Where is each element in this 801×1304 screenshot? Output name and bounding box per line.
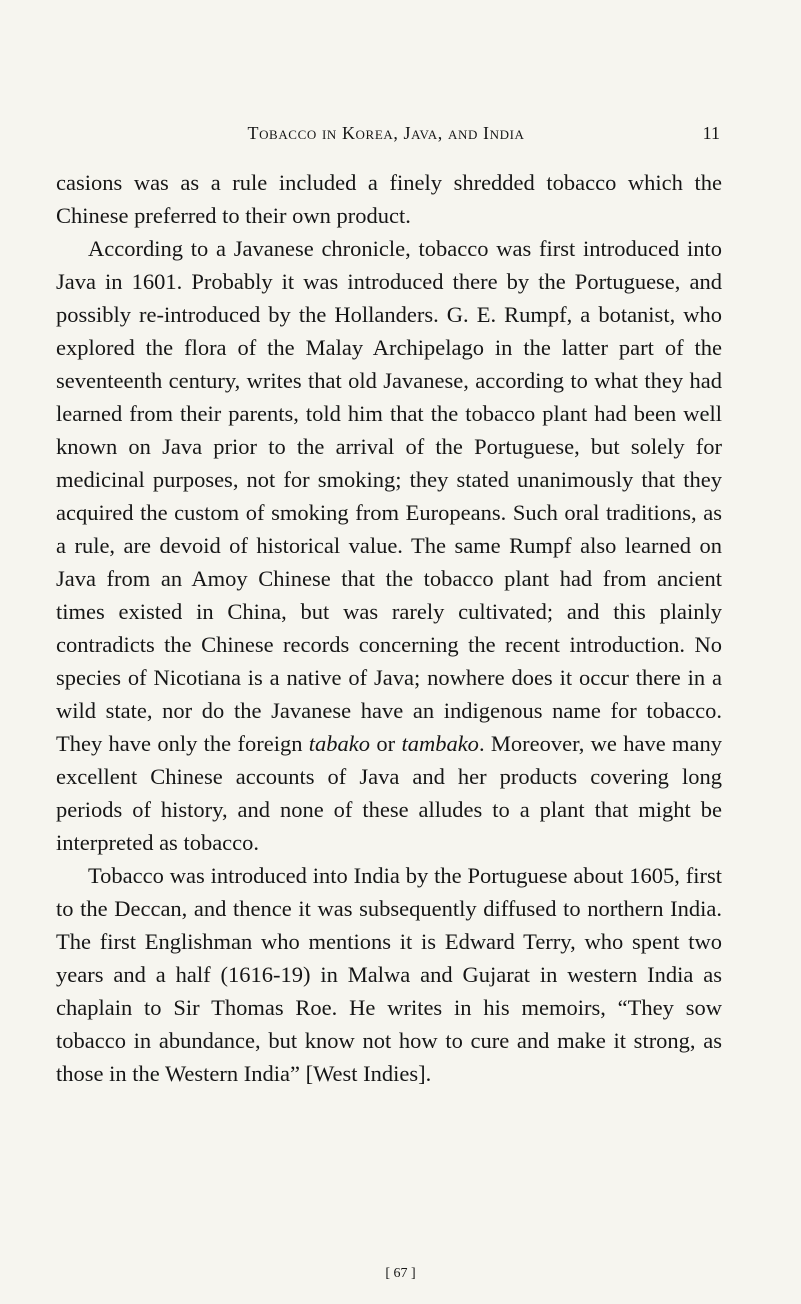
text-run: or — [370, 731, 402, 756]
italic-term: tambako — [401, 731, 479, 756]
page-number: 11 — [702, 123, 720, 143]
italic-term: tabako — [308, 731, 371, 756]
text-run: . Moreover, we have many excellent Chinese accounts of Java and her products covering long periods of history, and none of these alludes to a plant that might be interpreted as tobacco. — [56, 731, 722, 855]
text-run: According to a Javanese chronicle, tobacco was first introduced into Java in 1601. Probably it was introduced there by the Portuguese, and possibly re-introduced by the Hollanders. G. E. Rumpf, a botanist, who explored the flora of the Malay Archipelago in the latter part of the seventeenth century, writes that old Javanese, according to what they had learned from their parents, told him that the tobacco plant had been well known on Java prior to the arrival of the Portuguese, but solely for medicinal purposes, not for smoking; they stated unanimously that they acquired the custom of smoking from Europeans. Such oral traditions, as a rule, are devoid of historical value. The same Rumpf also learned on Java from an Amoy Chinese that the tobacco plant had from ancient times existed in China, but was rarely cultivated; and this plainly contradicts the Chinese records concerning the recent introduction. No species of Nicotiana is a native of Java; nowhere does it occur there in a wild state, nor do the Javanese have an indigenous name for tobacco. They have only the foreign — [56, 236, 722, 756]
paragraph-1 — [56, 166, 722, 232]
running-head — [100, 118, 722, 148]
paragraph-3 — [56, 859, 722, 1090]
body-text — [56, 166, 722, 1090]
folio-number: [ 67 ] — [385, 1266, 416, 1281]
text-run: Tobacco was introduced into India by the Portuguese about 1605, first to the Deccan, and thence it was subsequently diffused to northern India. The first Englishman who mentions it is Edward Terry, who spent two years and a half (1616-19) in Malwa and Gujarat in western India as chaplain to Sir Thomas Roe. He writes in his memoirs, “They sow tobacco in abundance, but know not how to cure and make it strong, as those in the Western India” [West Indies]. — [56, 863, 722, 1086]
paragraph-2 — [56, 232, 722, 859]
running-title: Tobacco in Korea, Java, and India — [247, 123, 525, 143]
text-run: casions was as a rule included a finely shredded tobacco which the Chinese preferred to their own product. — [56, 170, 722, 228]
